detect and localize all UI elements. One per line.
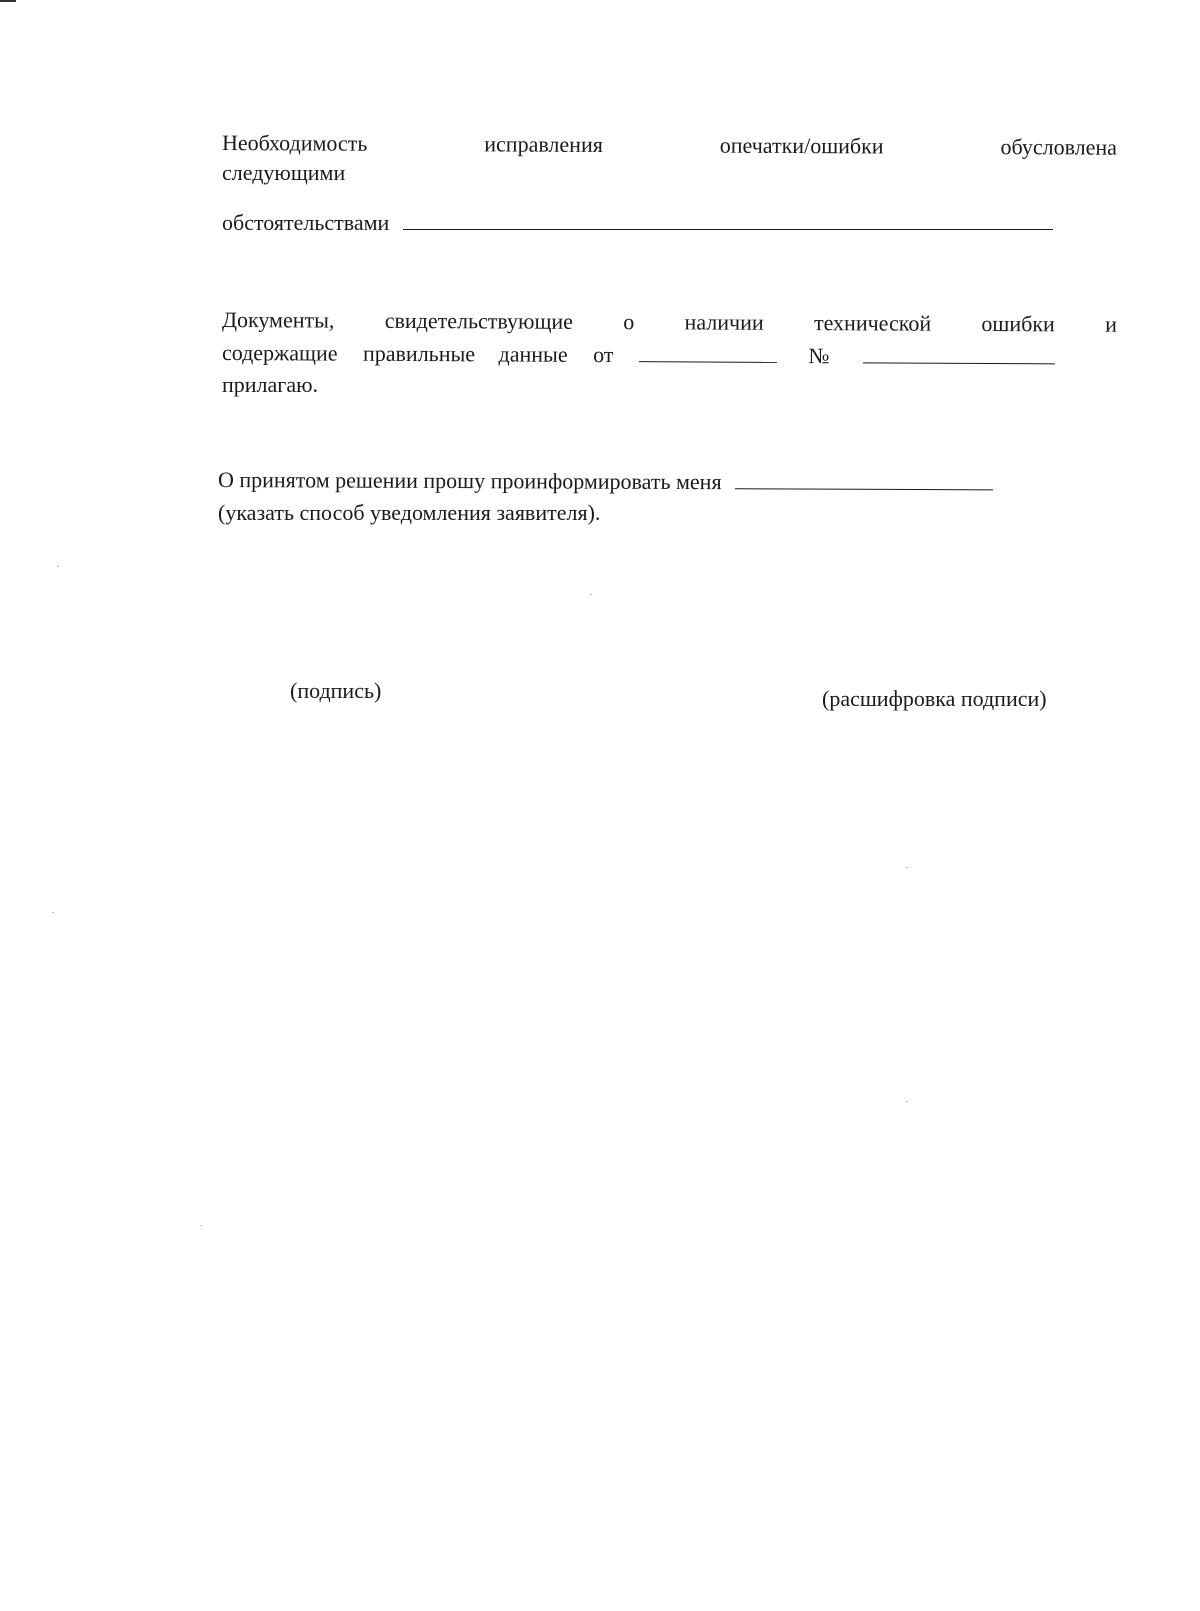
p1-word-3: опечатки/ошибки [719, 132, 884, 159]
p1-word-4: обусловлена [1000, 134, 1118, 160]
p2-word-5: технической [813, 310, 932, 336]
paragraph-2-line-3 [222, 372, 318, 398]
signature-caption [290, 678, 381, 704]
p2-word-4: наличии [684, 309, 764, 335]
paragraph-3-line-2 [218, 500, 600, 526]
p2-line-2-word-3: данные [498, 341, 568, 367]
circumstances-label: обстоятельствами [222, 210, 390, 235]
p2-word-3: о [623, 309, 635, 335]
signature-decode-caption-text: (расшифровка подписи) [822, 686, 1047, 711]
p3-line-2-text: (указать способ уведомления заявителя). [218, 500, 601, 525]
scan-speck [906, 867, 908, 868]
p2-word-6: ошибки [981, 310, 1055, 337]
p2-line-3-text: прилагаю. [222, 372, 319, 397]
document-number-blank [863, 344, 1055, 364]
paragraph-2-line-1 [222, 307, 1117, 338]
scan-speck [52, 912, 54, 913]
paragraph-3-line-1 [218, 467, 993, 496]
p1-word-1: Необходимость [221, 130, 368, 156]
p2-word-7: и [1105, 311, 1117, 337]
p3-line-1-text: О принятом решении прошу проинформировать меня [217, 467, 722, 495]
paragraph-1-line-1 [222, 130, 1117, 161]
p2-line-2-word-2: правильные [362, 340, 476, 367]
document-date-blank [639, 343, 777, 363]
p2-word-1: Документы, [221, 307, 335, 333]
p1-line-2-text: следующими [222, 160, 346, 185]
scan-speck [200, 1225, 202, 1226]
scan-edge-mark [0, 0, 16, 2]
paragraph-1-line-2 [222, 160, 345, 186]
p1-word-2: исправления [484, 131, 603, 157]
signature-decode-caption [822, 686, 1047, 712]
scan-speck [57, 566, 59, 567]
circumstances-blank [403, 211, 1053, 230]
paragraph-2-line-2 [222, 340, 1117, 371]
p2-line-2-word-4: от [593, 341, 614, 368]
p2-word-2: свидетельствующие [384, 307, 574, 334]
p2-line-2-word-1: содержащие [221, 340, 338, 366]
scan-speck [906, 1101, 908, 1102]
signature-caption-text: (подпись) [290, 678, 382, 703]
scan-speck [590, 594, 592, 595]
notification-method-blank [735, 470, 993, 490]
paragraph-1-line-3 [222, 210, 1053, 236]
number-sign: № [808, 343, 830, 369]
